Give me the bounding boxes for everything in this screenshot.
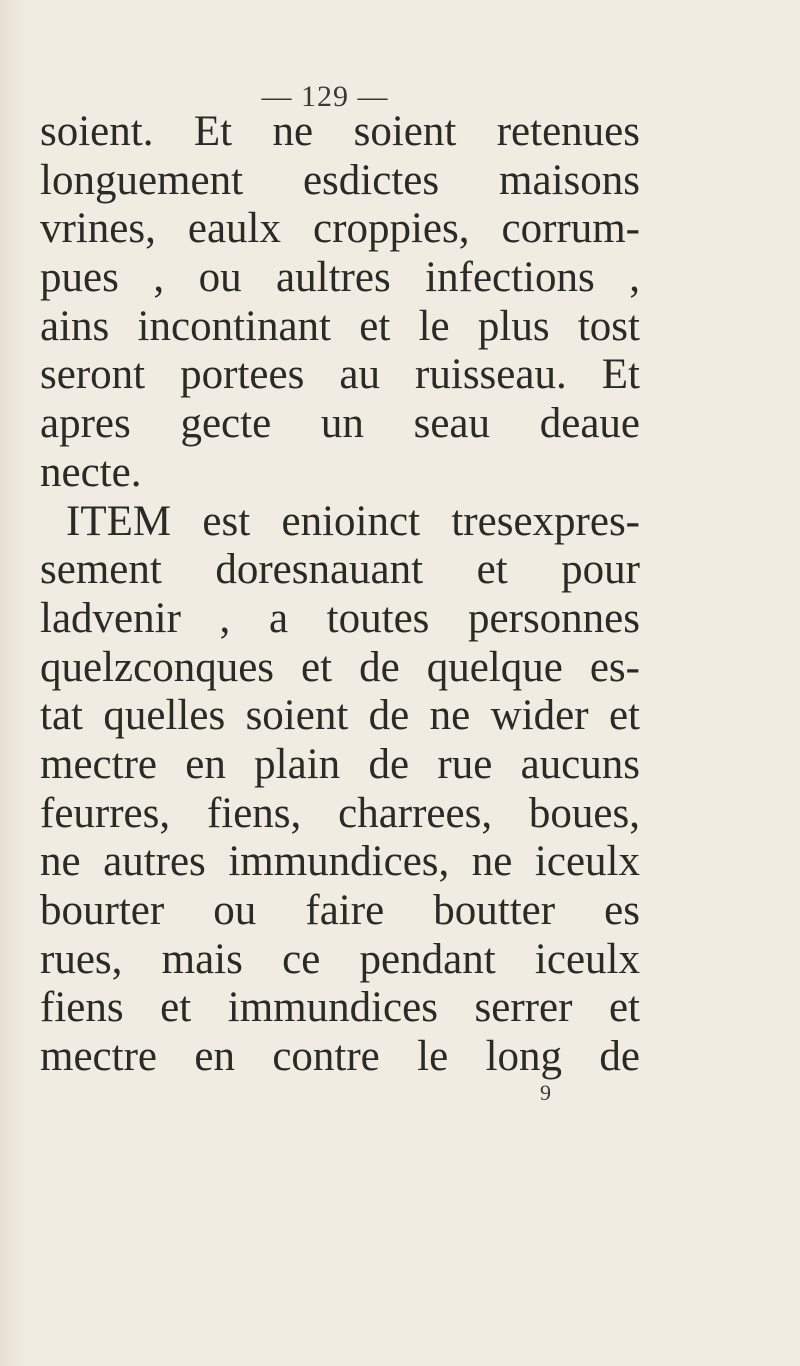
text-line: mectre en contre le long de	[40, 1033, 640, 1081]
text-line: seront portees au ruisseau. Et	[40, 351, 640, 399]
text-line: soient. Et ne soient retenues	[40, 108, 640, 155]
text-line: necte.	[40, 448, 142, 496]
text-line: ne autres immundices, ne iceulx	[40, 838, 640, 886]
text-line: ladvenir , a toutes personnes	[40, 594, 640, 642]
text-line: pues , ou aultres infections ,	[40, 254, 640, 302]
text-line: fiens et immundices serrer et	[40, 984, 640, 1032]
text-line: feurres, fiens, charrees, boues,	[40, 789, 640, 837]
text-line: bourter ou faire boutter es	[40, 887, 640, 934]
text-line: quelzconques et de quelque es-	[40, 643, 640, 691]
text-line: tat quelles soient de ne wider et	[40, 692, 640, 740]
text-line: vrines, eaulx croppies, corrum-	[40, 205, 640, 253]
signature-mark: 9	[540, 1080, 551, 1105]
text-line: sement doresnauant et pour	[40, 546, 640, 594]
body-text	[40, 108, 640, 1082]
text-line: ITEM est enioinct tresexpres-	[66, 497, 640, 545]
text-line: apres gecte un seau deaue	[40, 400, 640, 448]
text-line: longuement esdictes maisons	[40, 156, 640, 204]
text-line: ains incontinant et le plus tost	[40, 302, 640, 350]
text-line: rues, mais ce pendant iceulx	[40, 935, 640, 983]
text-line: mectre en plain de rue aucuns	[40, 740, 640, 788]
page-number: — 129 —	[261, 80, 389, 113]
